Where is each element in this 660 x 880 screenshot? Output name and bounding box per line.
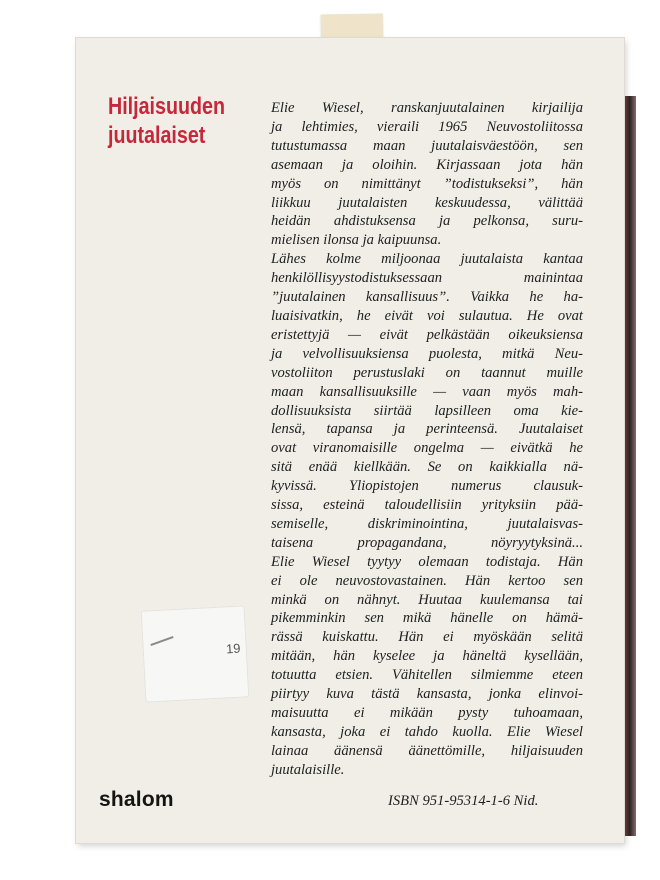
- blurb-line: mielisen ilonsa ja kaipuunsa.: [271, 232, 442, 249]
- blurb-line: pikemminkin sen mikä hänelle on hämä-: [271, 610, 583, 627]
- blurb-line: totuutta etsien. Vähitellen silmiemme eteen: [271, 667, 583, 684]
- blurb-line: sitä enää kiellkään. Se on kaikkialla nä-: [271, 459, 583, 476]
- price-mark: 19: [225, 640, 241, 657]
- publisher-logo: shalom: [99, 788, 174, 811]
- blurb-line: kansasta, joka ei tahdo kuolla. Elie Wiesel: [271, 723, 583, 740]
- blurb-line: taisena propagandana, nöyryytyksinä...: [271, 534, 583, 551]
- blurb-line: kyvissä. Yliopistojen numerus clausuk-: [271, 478, 583, 495]
- blurb-line: lainaa äänensä äänettömille, hiljaisuuden: [271, 742, 583, 759]
- blurb-line: Elie Wiesel, ranskanjuutalainen kirjailija: [271, 100, 583, 116]
- title-line-2: juutalaiset: [108, 122, 206, 149]
- blurb-line: heidän ahdistuksensa ja pelkonsa, suru-: [271, 213, 583, 230]
- blurb-line: Lähes kolme miljoonaa juutalaista kantaa: [271, 251, 583, 268]
- blurb-line: ja velvollisuuksiensa puolesta, mitkä Neu-: [271, 345, 583, 362]
- blurb-line: ovat viranomaisille ongelma — eivätkä he: [271, 440, 583, 457]
- blurb-line: myös on nimittänyt ”todistukseksi”, hän: [271, 175, 583, 192]
- blurb-line: tutustumassa maan juutalaisväestöön, sen: [271, 137, 583, 154]
- blurb-line: asemaan ja oloihin. Kirjassaan jota hän: [271, 156, 583, 173]
- blurb-line: juutalaisille.: [271, 761, 345, 778]
- isbn-text: ISBN 951-95314-1-6 Nid.: [388, 793, 539, 809]
- blurb-line: maisuutta ei mikään pysty tuhoamaan,: [271, 705, 583, 721]
- blurb-line: semiselle, diskriminointina, juutalaisvas-: [271, 515, 583, 532]
- blurb-line: ei ole neuvostovastainen. Hän kertoo sen: [271, 572, 583, 589]
- blurb-line: vostoliiton perustuslaki on taannut muille: [271, 364, 583, 381]
- blurb-line: maan kansallisuuksille — vaan myös mah-: [271, 383, 583, 400]
- book-title: [108, 92, 247, 150]
- blurb-line: henkilöllisyystodistuksessaan mainintaa: [271, 270, 583, 287]
- blurb-line: piirtyy kuva tästä kansasta, jonka elinvoi-: [271, 686, 583, 703]
- blurb-line: eristettyjä — eivät pelkästään oikeuksiensa: [271, 326, 583, 343]
- blurb-line: lensä, tapansa ja perinteensä. Juutalaiset: [271, 421, 583, 438]
- blurb-line: mitään, hän kyselee ja häneltä kysellään,: [271, 648, 583, 665]
- blurb-text: [271, 99, 583, 780]
- blurb-line: liikkuu juutalaisten keskuudessa, välittää: [271, 194, 583, 211]
- blurb-line: ja lehtimies, vieraili 1965 Neuvostoliitossa: [271, 118, 583, 135]
- blurb-line: minkä on nähnyt. Huutaa kuulemansa tai: [271, 591, 583, 608]
- blurb-line: dollisuuksista siirtää lapsilleen oma kie-: [271, 402, 583, 419]
- title-line-1: Hiljaisuuden: [108, 93, 226, 120]
- blurb-line: ”juutalainen kansallisuus”. Vaikka he ha-: [271, 289, 583, 306]
- blurb-line: sissa, esteinä taloudellisiin yrityksiin pää-: [271, 497, 583, 514]
- blurb-line: luaisivatkin, he eivät voi sulautua. He ovat: [271, 307, 583, 324]
- blurb-line: rässä kuiskattu. Hän ei myöskään selitä: [271, 629, 583, 646]
- blurb-line: Elie Wiesel tyytyy olemaan todistaja. Hän: [271, 553, 583, 570]
